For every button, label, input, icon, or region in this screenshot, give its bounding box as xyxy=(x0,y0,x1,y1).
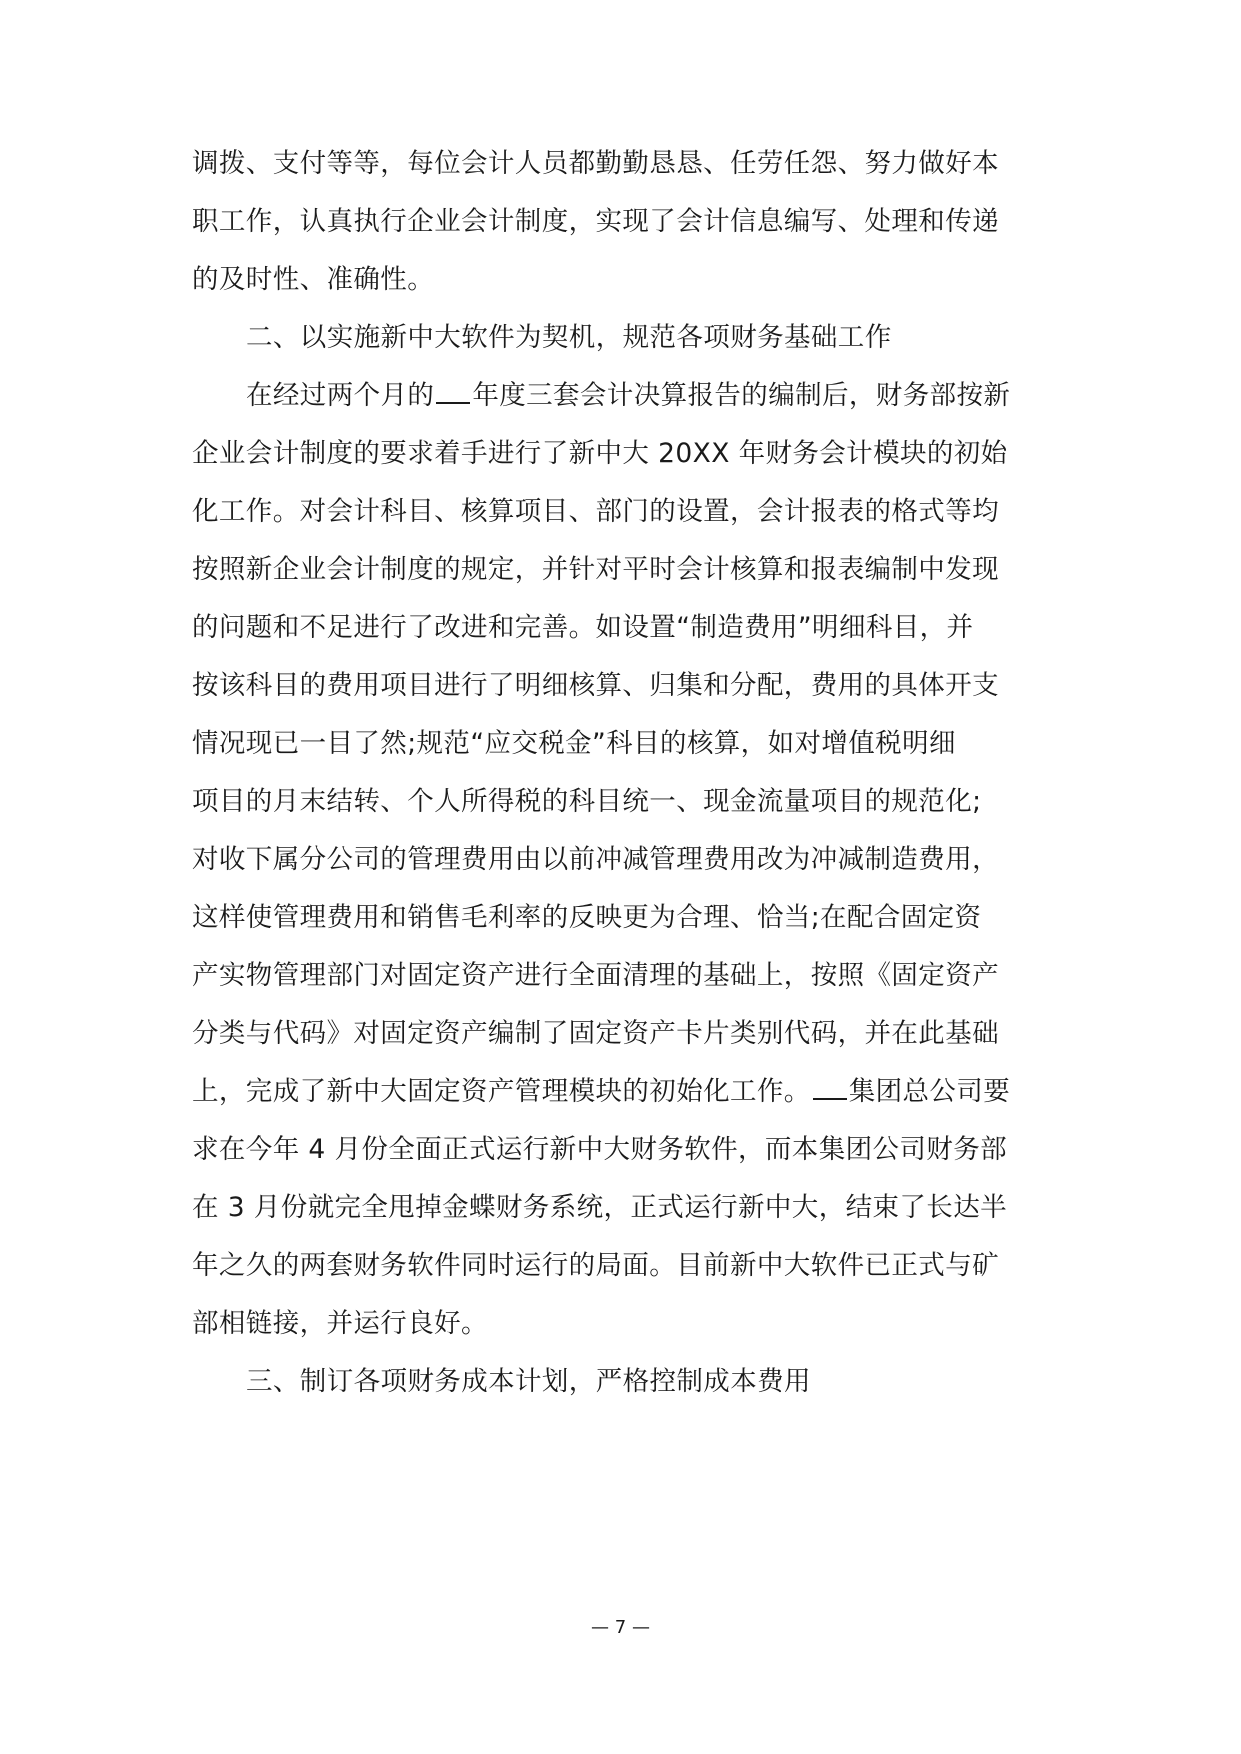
paragraph-line: 部相链接，并运行良好。 xyxy=(192,1308,488,1339)
paragraph-line: 产实物管理部门对固定资产进行全面清理的基础上，按照《固定资产 xyxy=(192,960,999,991)
paragraph-line: 对收下属分公司的管理费用由以前冲减管理费用改为冲减制造费用， xyxy=(192,844,999,875)
paragraph-line: 项目的月末结转、个人所得税的科目统一、现金流量项目的规范化; xyxy=(192,786,982,817)
section-heading: 二、以实施新中大软件为契机，规范各项财务基础工作 xyxy=(246,322,892,353)
line-text: 在经过两个月的 xyxy=(246,380,435,411)
paragraph-line: 企业会计制度的要求着手进行了新中大 20XX 年财务会计模块的初始 xyxy=(192,438,1008,469)
paragraph-line: 的及时性、准确性。 xyxy=(192,264,435,295)
section-heading: 三、制订各项财务成本计划，严格控制成本费用 xyxy=(246,1366,811,1397)
line-text: 上，完成了新中大固定资产管理模块的初始化工作。 xyxy=(192,1076,811,1107)
paragraph-line: 求在今年 4 月份全面正式运行新中大财务软件，而本集团公司财务部 xyxy=(192,1134,1008,1165)
paragraph-line: 在 3 月份就完全甩掉金蝶财务系统，正式运行新中大，结束了长达半 xyxy=(192,1192,1008,1223)
paragraph-line: 按该科目的费用项目进行了明细核算、归集和分配，费用的具体开支 xyxy=(192,670,999,701)
paragraph-line xyxy=(192,1074,1010,1110)
paragraph-line: 的问题和不足进行了改进和完善。如设置“制造费用”明细科目，并 xyxy=(192,612,974,643)
paragraph-line: 化工作。对会计科目、核算项目、部门的设置，会计报表的格式等均 xyxy=(192,496,999,527)
blank-underline xyxy=(813,1076,847,1100)
paragraph-line xyxy=(246,378,1010,414)
paragraph-line: 这样使管理费用和销售毛利率的反映更为合理、恰当;在配合固定资 xyxy=(192,902,982,933)
paragraph-line: 职工作，认真执行企业会计制度，实现了会计信息编写、处理和传递 xyxy=(192,206,999,237)
blank-underline xyxy=(436,380,470,404)
line-text: 集团总公司要 xyxy=(848,1076,1011,1107)
page-number: — 7 — xyxy=(591,1617,650,1638)
line-text: 年度三套会计决算报告的编制后，财务部按新 xyxy=(472,380,1011,411)
paragraph-line: 调拨、支付等等，每位会计人员都勤勤恳恳、任劳任怨、努力做好本 xyxy=(192,148,999,179)
paragraph-line: 情况现已一目了然;规范“应交税金”科目的核算，如对增值税明细 xyxy=(192,728,956,759)
paragraph-line: 分类与代码》对固定资产编制了固定资产卡片类别代码，并在此基础 xyxy=(192,1018,999,1049)
paragraph-line: 按照新企业会计制度的规定，并针对平时会计核算和报表编制中发现 xyxy=(192,554,999,585)
paragraph-line: 年之久的两套财务软件同时运行的局面。目前新中大软件已正式与矿 xyxy=(192,1250,999,1281)
